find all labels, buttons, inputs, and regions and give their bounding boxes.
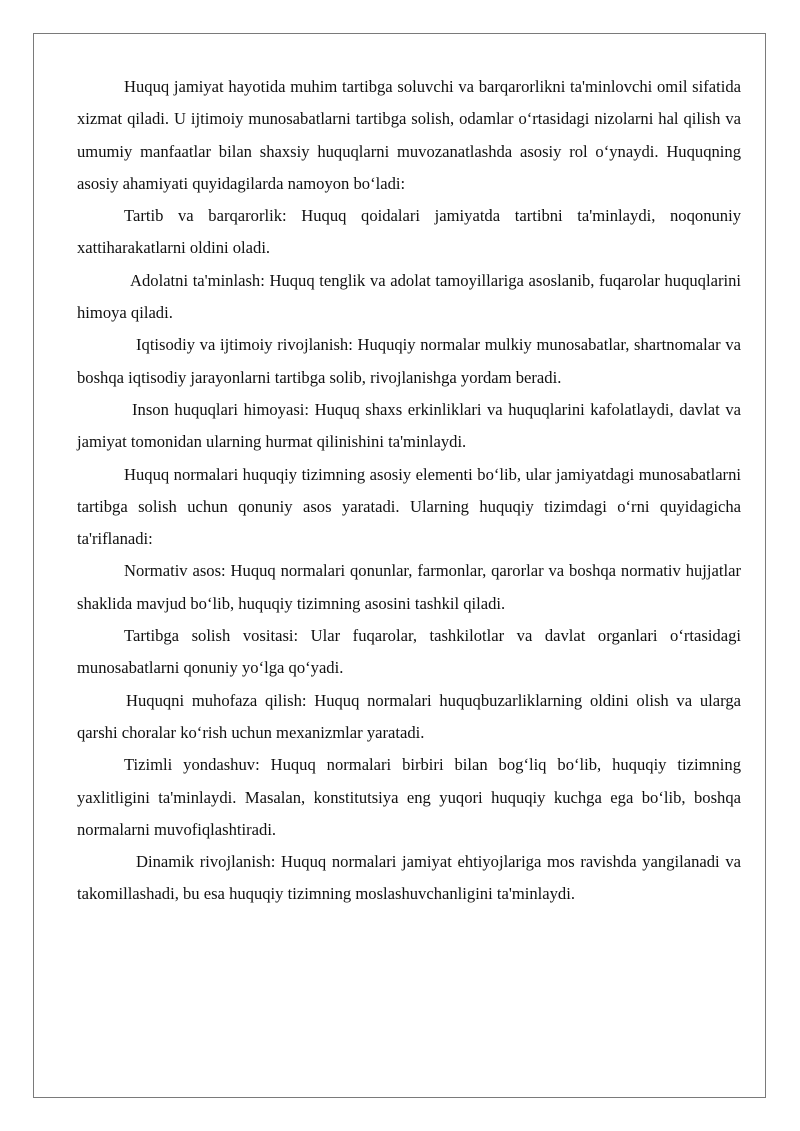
document-body: [77, 71, 741, 911]
paragraph-intro: Huquq jamiyat hayotida muhim tartibga soluvchi va barqarorlikni ta'minlovchi omil sifatida xizmat qiladi. U ijtimoiy munosabatlarni tartibga solish, odamlar o‘rtasidagi nizolarni hal qilish va umumiy manfaatlar bilan shaxsiy huquqlarni muvozanatlashda asosiy rol o‘ynaydi. Huquqning asosiy ahamiyati quyidagilarda namoyon bo‘ladi:: [77, 77, 741, 193]
paragraph-systemic-approach: Tizimli yondashuv: Huquq normalari birbiri bilan bog‘liq bo‘lib, huquqiy tizimning yaxlitligini ta'minlaydi. Masalan, konstitutsiya eng yuqori huquqiy kuchga ega bo‘lib, boshqa normalarni muvofiqlashtiradi.: [77, 755, 741, 839]
paragraph-regulation-means: Tartibga solish vositasi: Ular fuqarolar, tashkilotlar va davlat organlari o‘rtasidagi munosabatlarni qonuniy yo‘lga qo‘yadi.: [77, 626, 741, 678]
paragraph-human-rights: Inson huquqlari himoyasi: Huquq shaxs erkinliklari va huquqlarini kafolatlaydi, davlat va jamiyat tomonidan ularning hurmat qilinishini ta'minlaydi.: [77, 399, 741, 452]
paragraph-legal-norms: Huquq normalari huquqiy tizimning asosiy elementi bo‘lib, ular jamiyatdagi munosabatlarni tartibga solish uchun qonuniy asos yaratadi. Ularning huquqiy tizimdagi o‘rni quyidagicha ta'riflanadi:: [77, 464, 741, 549]
paragraph-dynamic-development: Dinamik rivojlanish: Huquq normalari jamiyat ehtiyojlariga mos ravishda yangilanadi va takomillashadi, bu esa huquqiy tizimning moslashuvchanligini ta'minlaydi.: [77, 852, 741, 904]
paragraph-law-protection: Huquqni muhofaza qilish: Huquq normalari huquqbuzarliklarning oldini olish va ularga qarshi choralar ko‘rish uchun mexanizmlar yaratadi.: [77, 690, 741, 742]
paragraph-order-stability: Tartib va barqarorlik: Huquq qoidalari jamiyatda tartibni ta'minlaydi, noqonuniy xattiharakatlarni oldini oladi.: [77, 206, 741, 258]
paragraph-justice: Adolatni ta'minlash: Huquq tenglik va adolat tamoyillariga asoslanib, fuqarolar huquqlarini himoya qiladi.: [77, 270, 741, 323]
paragraph-normative-basis: Normativ asos: Huquq normalari qonunlar, farmonlar, qarorlar va boshqa normativ hujjatlar shaklida mavjud bo‘lib, huquqiy tizimning asosini tashkil qiladi.: [77, 561, 741, 613]
paragraph-economic-development: Iqtisodiy va ijtimoiy rivojlanish: Huquqiy normalar mulkiy munosabatlar, shartnomalar va boshqa iqtisodiy jarayonlarni tartibga solib, rivojlanishga yordam beradi.: [77, 335, 741, 387]
